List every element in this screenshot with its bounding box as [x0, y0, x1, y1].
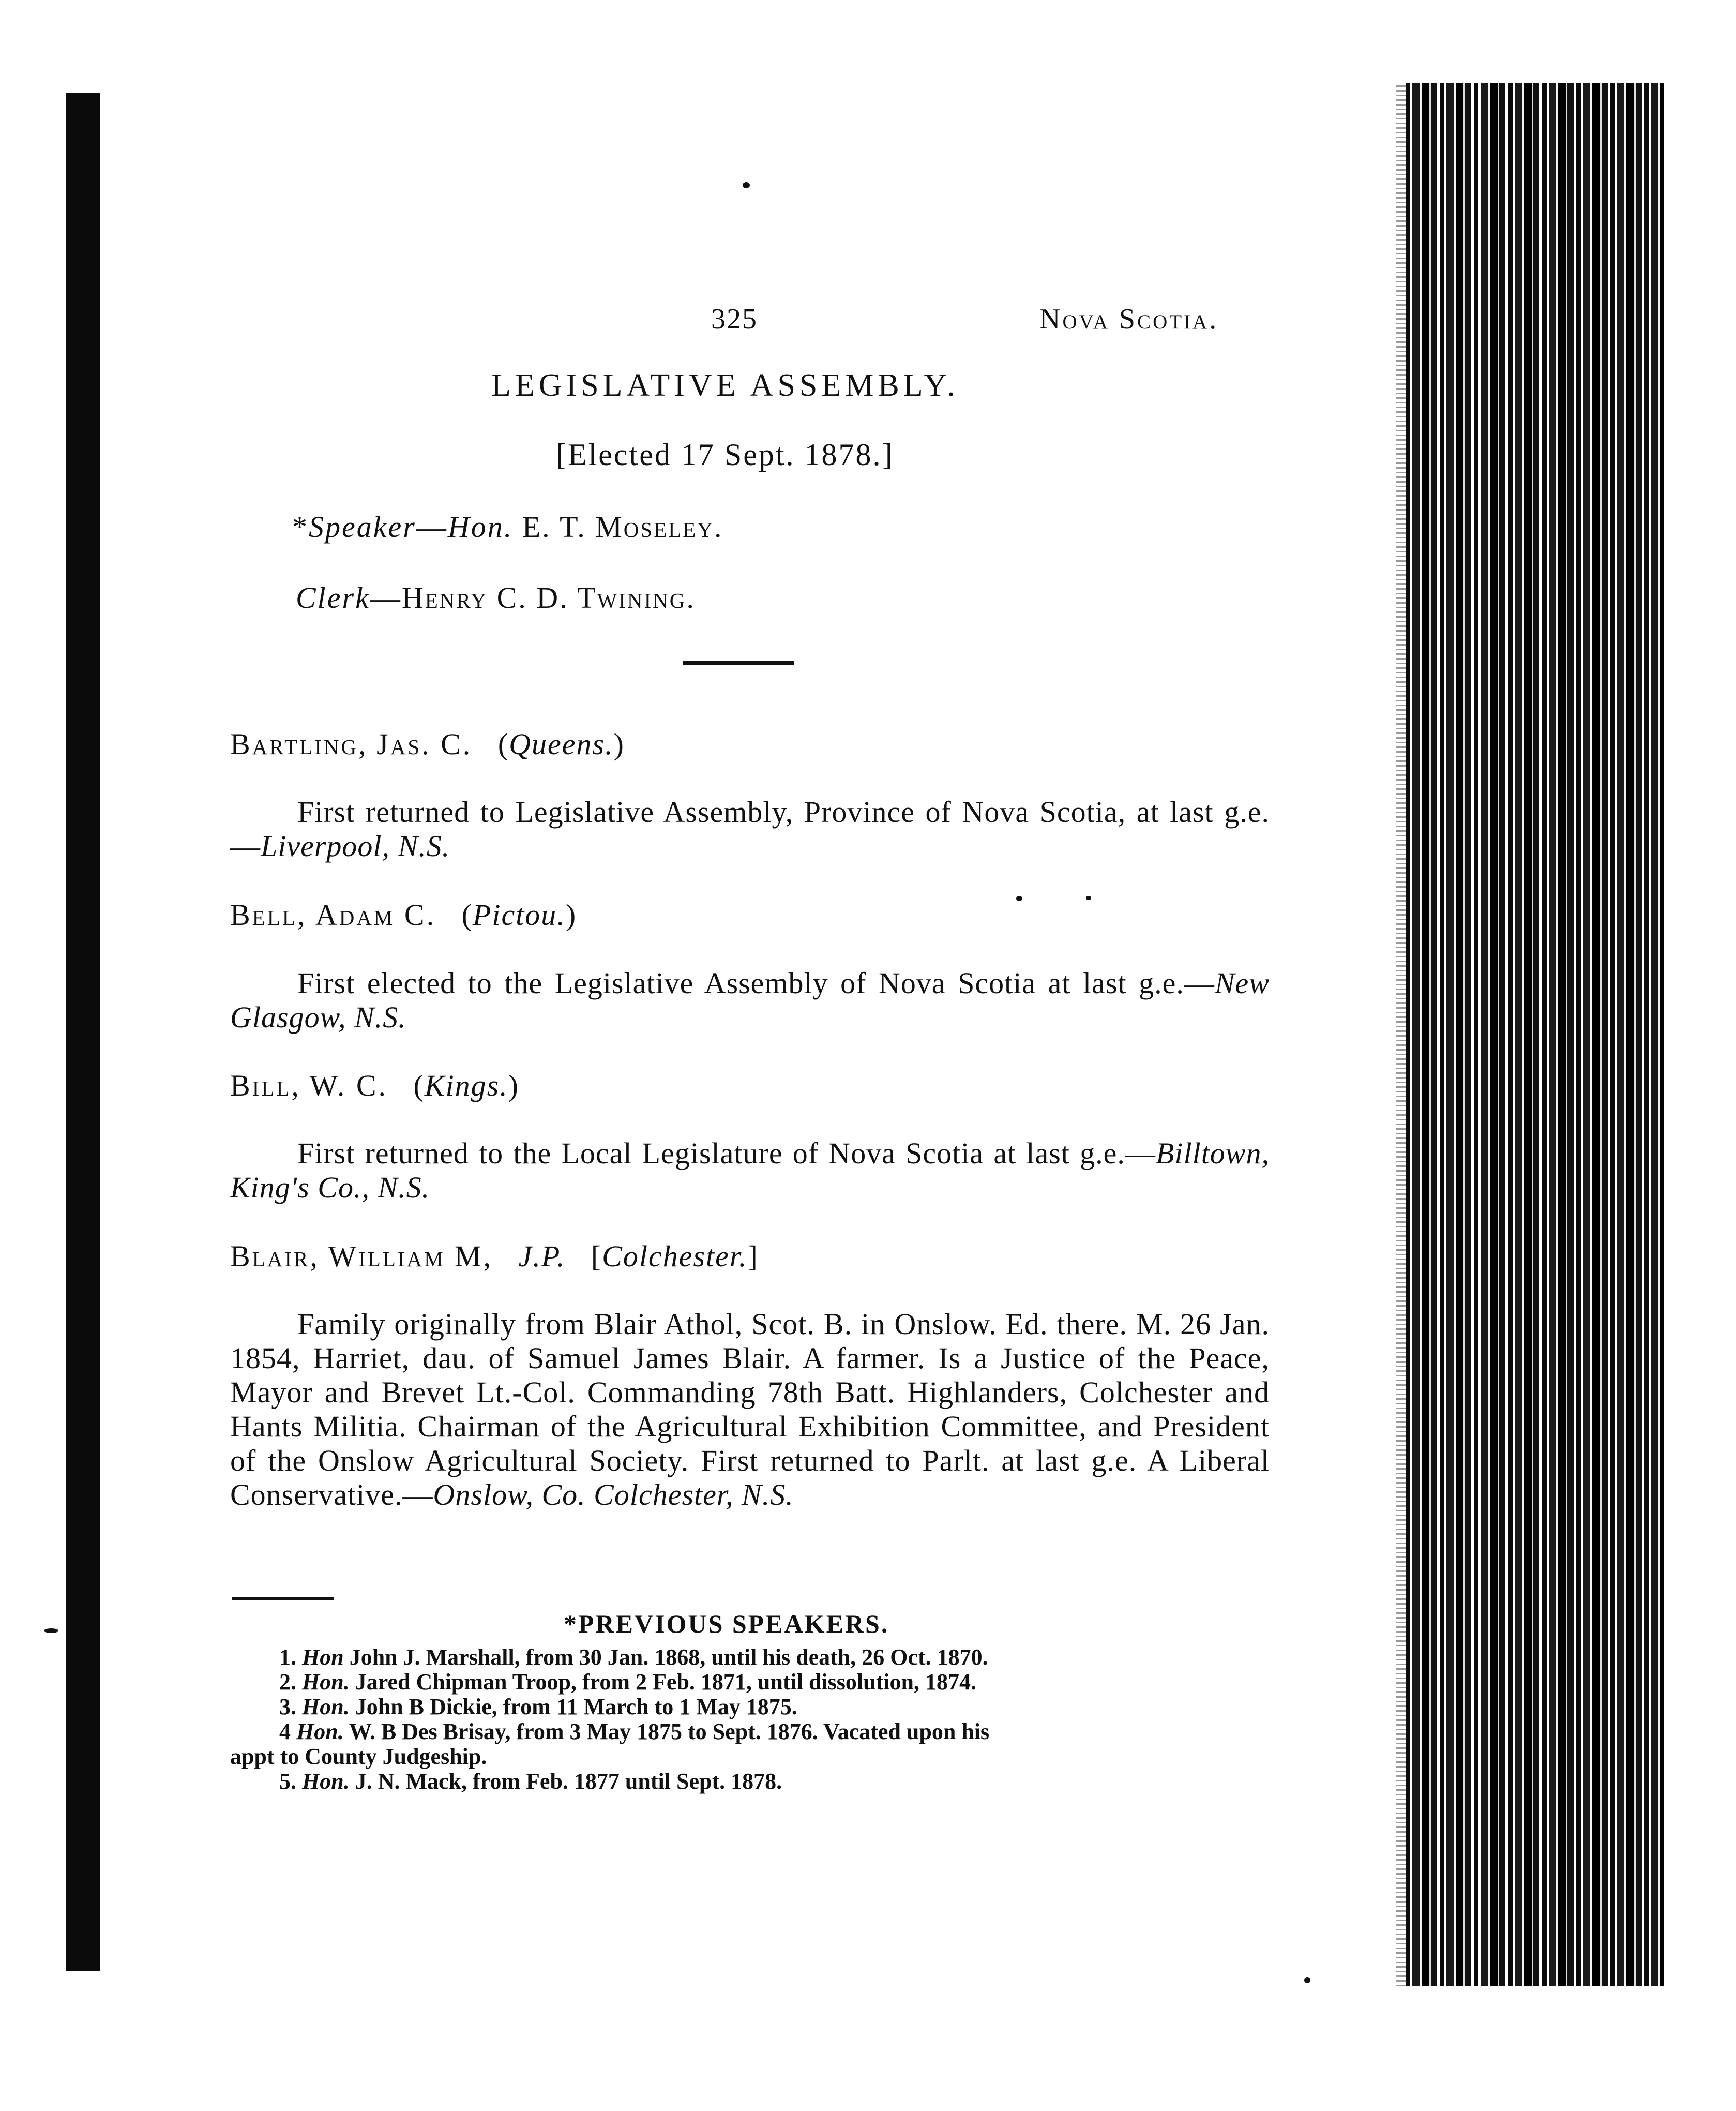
footnote-heading: *PREVIOUS SPEAKERS.: [564, 1609, 889, 1638]
member-heading: Bell, Adam C. (Pictou.): [230, 898, 577, 932]
page-number: 325: [711, 303, 758, 335]
member-residence: Onslow, Co. Colchester, N.S.: [433, 1478, 794, 1511]
footnote-item: 1. Hon John J. Marshall, from 30 Jan. 1868, until his death, 26 Oct. 1870.: [279, 1644, 988, 1670]
member-bio: Family originally from Blair Athol, Scot. B. in Onslow. Ed. there. M. 26 Jan. 1854, Harriet, dau. of Samuel James Blair. A farmer. Is a Justice of the Peace, Mayor and Brevet Lt.-Col. Commanding 78th Batt. Highlanders, Colchester and Hants Militia. Chairman of the Agricultural Exhibition Committee, and President of the Onslow Agricultural Society. First returned to Parlt. at last g.e. A Liberal Conservative.—Onslow, Co. Colchester, N.S.: [230, 1307, 1270, 1511]
speaker-name: Moseley.: [595, 510, 723, 544]
footnote-item: 3. Hon. John B Dickie, from 11 March to 1 May 1875.: [279, 1694, 797, 1719]
page-edge-dots: [1396, 83, 1407, 1986]
member-surname: Blair,: [230, 1239, 320, 1273]
member-given-name: Jas. C.: [376, 727, 473, 761]
footnote-item: 4 Hon. W. B Des Brisay, from 3 May 1875 to Sept. 1876. Vacated upon his: [279, 1719, 990, 1744]
ink-speck: [44, 1628, 58, 1633]
ink-speck: [1086, 896, 1091, 900]
clerk-role: Clerk: [296, 581, 370, 615]
member-heading: Bill, W. C. (Kings.): [230, 1069, 520, 1102]
footnote-star: *: [292, 510, 309, 544]
honorific: Hon.: [302, 1769, 350, 1794]
member-given-name: Adam C.: [315, 898, 436, 932]
member-residence: Liverpool, N.S.: [261, 829, 450, 863]
clerk-name: Henry C. D. Twining.: [401, 581, 696, 615]
previous-speakers-list: [230, 1645, 1270, 1794]
honorific: Hon: [302, 1644, 344, 1670]
footnote-item: 5. Hon. J. N. Mack, from Feb. 1877 until Sept. 1878.: [279, 1769, 782, 1794]
member-given-name: W. C.: [309, 1069, 388, 1102]
footnote-item: 2. Hon. Jared Chipman Troop, from 2 Feb. 1871, until dissolution, 1874.: [279, 1669, 976, 1695]
ink-speck: [1016, 896, 1022, 901]
dash: —: [416, 510, 448, 544]
footnote-item-continued: appt to County Judgeship.: [230, 1744, 487, 1769]
member-residence: Billtown, King's Co., N.S.: [230, 1136, 1270, 1204]
honorific: Hon.: [296, 1719, 344, 1744]
member-heading: Blair, William M, J.P. [Colchester.]: [230, 1239, 759, 1273]
member-surname: Bill,: [230, 1069, 301, 1102]
member-surname: Bartling,: [230, 727, 368, 761]
member-bio: First elected to the Legislative Assembly of Nova Scotia at last g.e.—New Glasgow, N.S.: [230, 966, 1270, 1034]
election-date: [Elected 17 Sept. 1878.]: [556, 438, 894, 472]
member-residence: New Glasgow, N.S.: [230, 966, 1270, 1034]
page-edges-right: [1406, 83, 1664, 1986]
honorific: Hon.: [302, 1694, 350, 1719]
member-heading: Bartling, Jas. C. (Queens.): [230, 727, 625, 761]
member-bio: First returned to Legislative Assembly, Province of Nova Scotia, at last g.e.—Liverpool, N.S.: [230, 795, 1270, 863]
page-title: LEGISLATIVE ASSEMBLY.: [491, 368, 959, 403]
member-honours: J.P.: [518, 1239, 566, 1273]
binding-shadow-left: [66, 93, 100, 1971]
member-surname: Bell,: [230, 898, 307, 932]
footnote-divider: [232, 1597, 334, 1600]
section-divider: [683, 661, 794, 665]
speaker-line: [292, 510, 723, 544]
member-constituency: Queens.: [509, 727, 614, 761]
member-given-name: William M,: [328, 1239, 493, 1273]
clerk-line: [296, 580, 696, 615]
ink-speck: [1304, 1977, 1310, 1983]
honorific: Hon.: [302, 1669, 350, 1695]
ink-speck: [743, 182, 750, 188]
member-constituency: Kings.: [424, 1069, 508, 1102]
member-bio: First returned to the Local Legislature of Nova Scotia at last g.e.—Billtown, King's Co., N.S.: [230, 1136, 1270, 1204]
speaker-initials: E. T.: [522, 510, 586, 544]
dash: —: [370, 581, 402, 615]
member-constituency: Pictou.: [472, 898, 566, 932]
member-constituency: Colchester.: [602, 1239, 748, 1273]
speaker-role: Speaker: [309, 510, 416, 544]
honorific: Hon.: [447, 510, 514, 544]
running-header-section: Nova Scotia.: [1039, 303, 1219, 335]
